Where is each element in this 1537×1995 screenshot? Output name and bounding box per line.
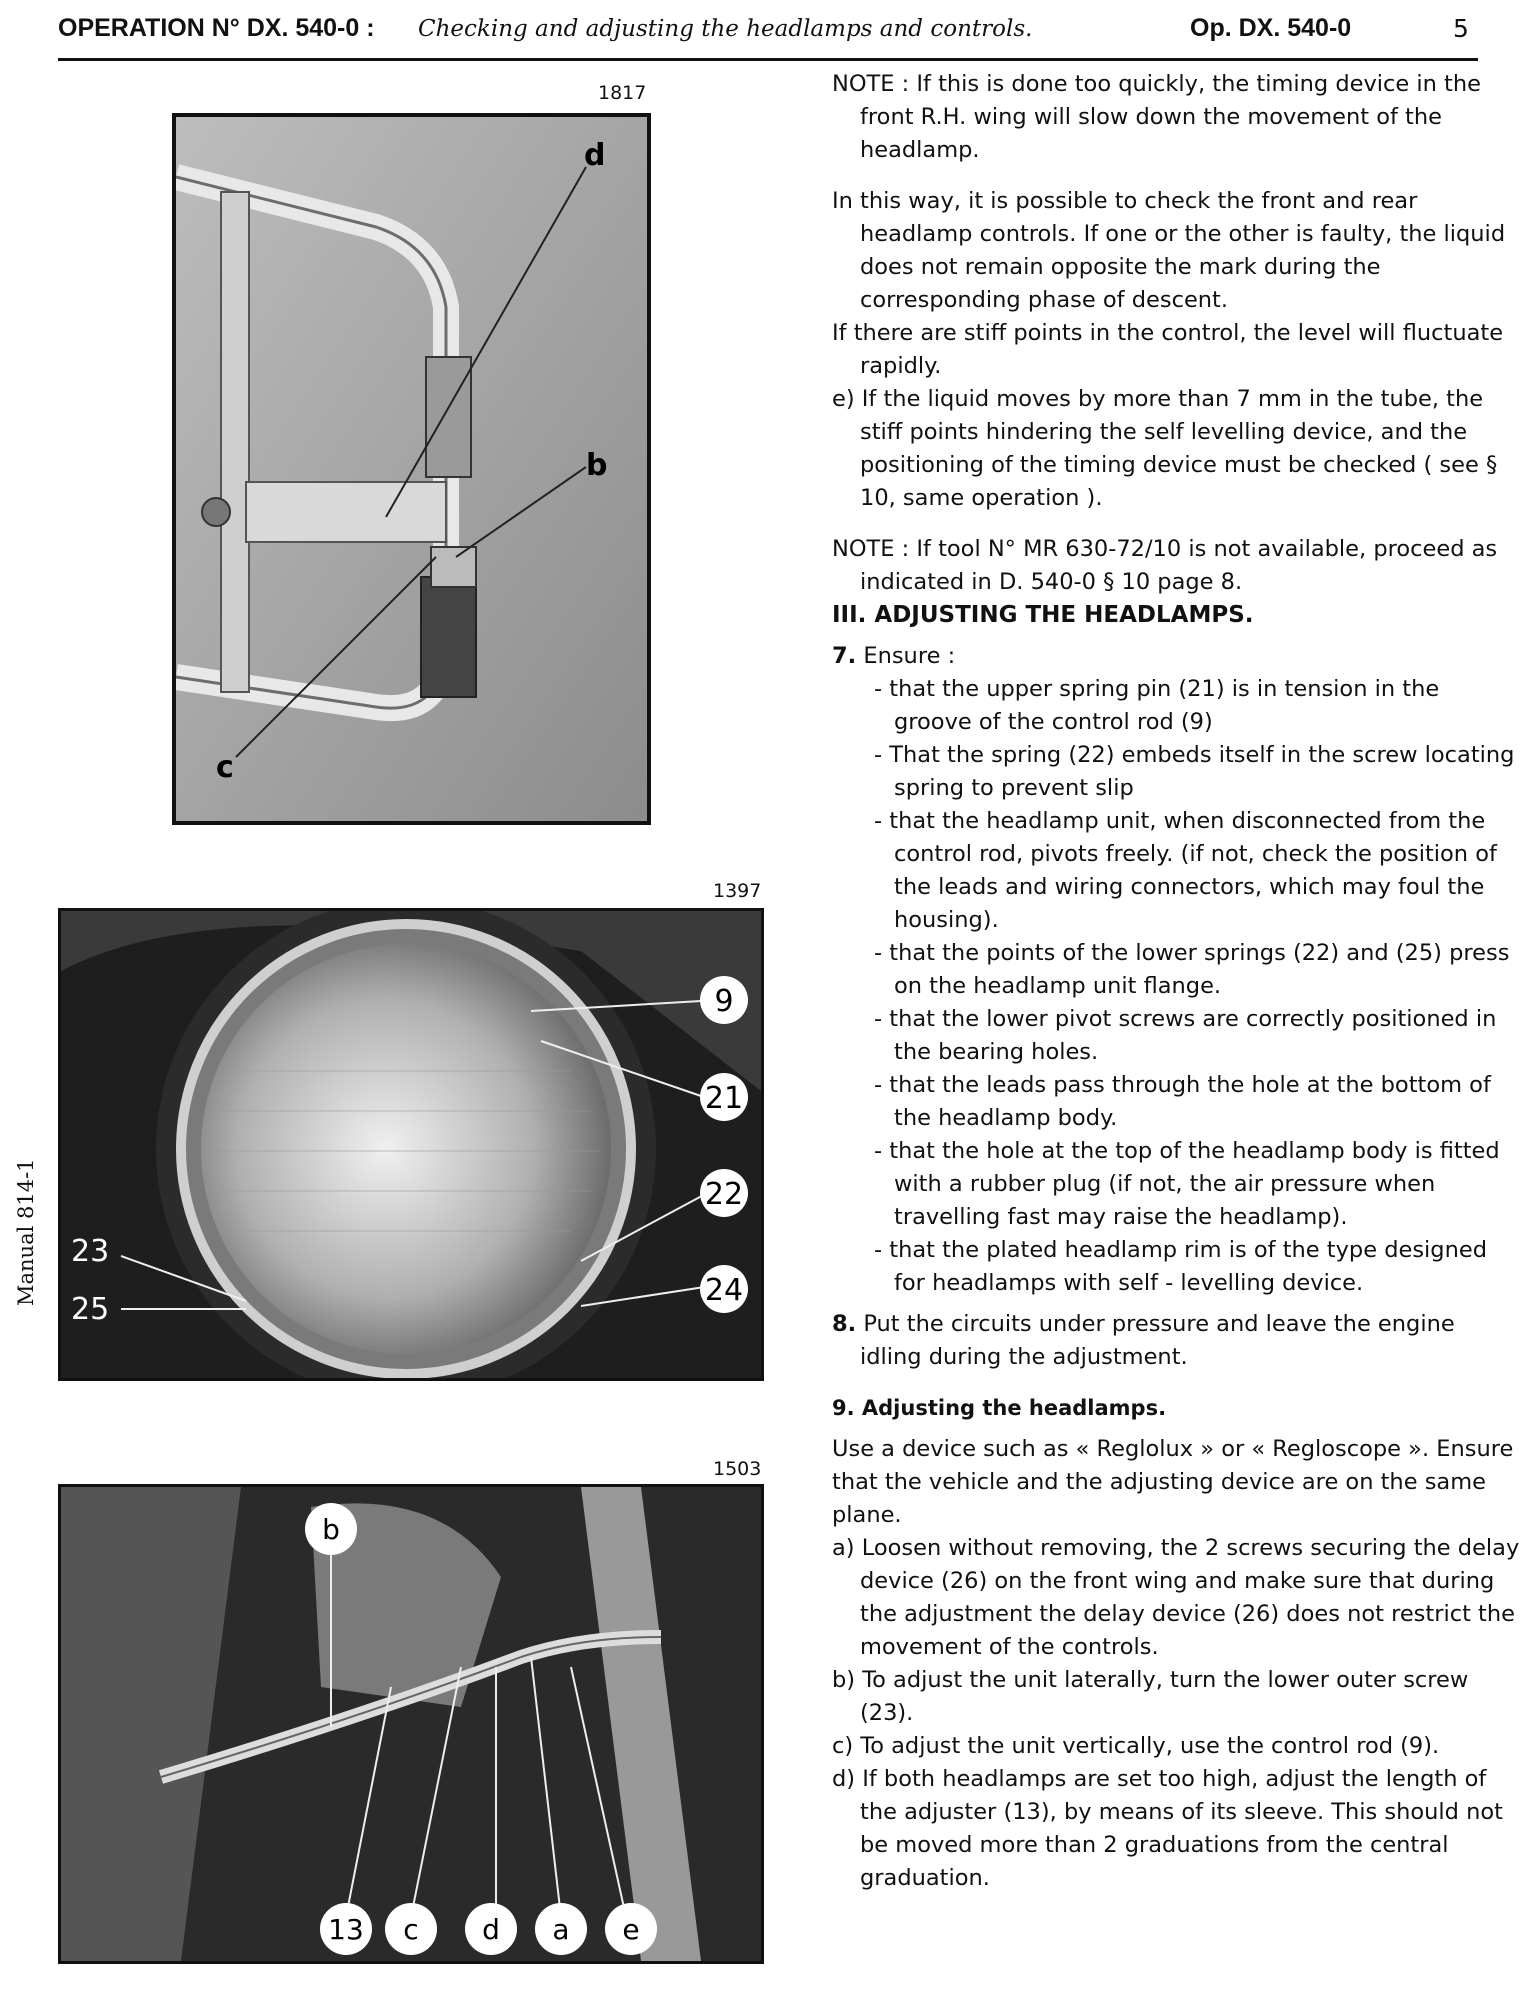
step-9-item: c) To adjust the unit vertically, use the control rod (9). xyxy=(832,1733,1440,1759)
step-7 xyxy=(832,640,1522,673)
fig1-label-b: b xyxy=(586,448,608,483)
figure-2-number: 1397 xyxy=(713,880,762,902)
figure-2-drawing xyxy=(61,911,761,1378)
fig3-label-b: b xyxy=(322,1513,340,1546)
fig3-label-c: c xyxy=(403,1913,419,1946)
page-header xyxy=(58,14,1478,61)
fig2-label-25: 25 xyxy=(71,1292,110,1327)
operation-title: Checking and adjusting the headlamps and controls. xyxy=(418,16,1033,42)
fig3-label-d: d xyxy=(482,1913,500,1946)
operation-number: OPERATION N° DX. 540-0 : xyxy=(58,14,375,42)
step-9-item: a) Loosen without removing, the 2 screws securing the delay device (26) on the front wing and make sure that during the adjustment the delay device (26) does not restrict the movement of the controls. xyxy=(832,1535,1520,1660)
figure-2-photo xyxy=(58,908,764,1381)
step-7-item: - that the points of the lower springs (22) and (25) press on the headlamp unit flange. xyxy=(874,940,1510,999)
step-7-item: - that the upper spring pin (21) is in tension in the groove of the control rod (9) xyxy=(874,676,1440,735)
figure-1-photo xyxy=(172,113,651,825)
section-heading: III. ADJUSTING THE HEADLAMPS. xyxy=(832,602,1254,628)
operation-ref: Op. DX. 540-0 xyxy=(1190,14,1352,42)
step-8-number: 8. xyxy=(832,1311,857,1337)
note-1: NOTE : If this is done too quickly, the timing device in the front R.H. wing will slow down the movement of the headlamp. xyxy=(832,71,1481,163)
fig2-label-9: 9 xyxy=(714,984,734,1019)
paragraph-3: e) If the liquid moves by more than 7 mm in the tube, the stiff points hindering the self levelling device, and the positioning of the timing device must be checked ( see § 10, same operation ). xyxy=(832,386,1498,511)
step-7-item: - that the leads pass through the hole at the bottom of the headlamp body. xyxy=(874,1072,1491,1131)
figure-3-drawing xyxy=(61,1487,761,1961)
step-7-item: - that the hole at the top of the headlamp body is fitted with a rubber plug (if not, the air pressure when travelling fast may raise the headlamp). xyxy=(874,1138,1500,1230)
fig3-label-a: a xyxy=(552,1913,570,1946)
step-7-number: 7. xyxy=(832,643,857,669)
fig3-label-13: 13 xyxy=(328,1913,364,1946)
figure-3-photo xyxy=(58,1484,764,1964)
page-number: 5 xyxy=(1453,14,1469,43)
figure-1-number: 1817 xyxy=(598,82,647,104)
step-9-intro: Use a device such as « Reglolux » or « Regloscope ». Ensure that the vehicle and the adjusting device are on the same plane. xyxy=(832,1436,1514,1528)
step-9-item: b) To adjust the unit laterally, turn the lower outer screw (23). xyxy=(832,1667,1469,1726)
step-7-item: - that the headlamp unit, when disconnected from the control rod, pivots freely. (if not, check the position of the leads and wiring connectors, which may foul the housing). xyxy=(874,808,1497,933)
step-7-lead: Ensure : xyxy=(863,643,956,669)
note-2: NOTE : If tool N° MR 630-72/10 is not available, proceed as indicated in D. 540-0 § 10 page 8. xyxy=(832,536,1498,595)
fig3-label-e: e xyxy=(622,1913,640,1946)
step-7-item: - that the lower pivot screws are correctly positioned in the bearing holes. xyxy=(874,1006,1497,1065)
step-7-item: - that the plated headlamp rim is of the type designed for headlamps with self - levelling device. xyxy=(874,1237,1487,1296)
fig1-label-c: c xyxy=(216,750,234,785)
fig1-label-d: d xyxy=(584,138,606,173)
step-8 xyxy=(832,1308,1522,1374)
step-7-item: - That the spring (22) embeds itself in the screw locating spring to prevent slip xyxy=(874,742,1515,801)
figure-1-drawing xyxy=(176,117,647,821)
manual-label: Manual 814-1 xyxy=(14,1158,38,1306)
side-label xyxy=(6,1158,46,1310)
paragraph-1: In this way, it is possible to check the front and rear headlamp controls. If one or the other is faulty, the liquid does not remain opposite the mark during the corresponding phase of descent. xyxy=(832,188,1506,313)
figure-3-number: 1503 xyxy=(713,1458,762,1480)
step-9-item: d) If both headlamps are set too high, adjust the length of the adjuster (13), by means of its sleeve. This should not be moved more than 2 graduations from the central graduation. xyxy=(832,1766,1503,1891)
step-8-text: Put the circuits under pressure and leave the engine idling during the adjustment. xyxy=(860,1311,1455,1370)
fig2-label-23: 23 xyxy=(71,1234,110,1269)
fig2-label-21: 21 xyxy=(704,1081,744,1116)
body-text-column xyxy=(832,68,1522,1895)
paragraph-2: If there are stiff points in the control, the level will fluctuate rapidly. xyxy=(832,320,1504,379)
fig2-label-22: 22 xyxy=(704,1177,744,1212)
step-9-title: 9. Adjusting the headlamps. xyxy=(832,1396,1167,1420)
fig2-label-24: 24 xyxy=(704,1273,744,1308)
